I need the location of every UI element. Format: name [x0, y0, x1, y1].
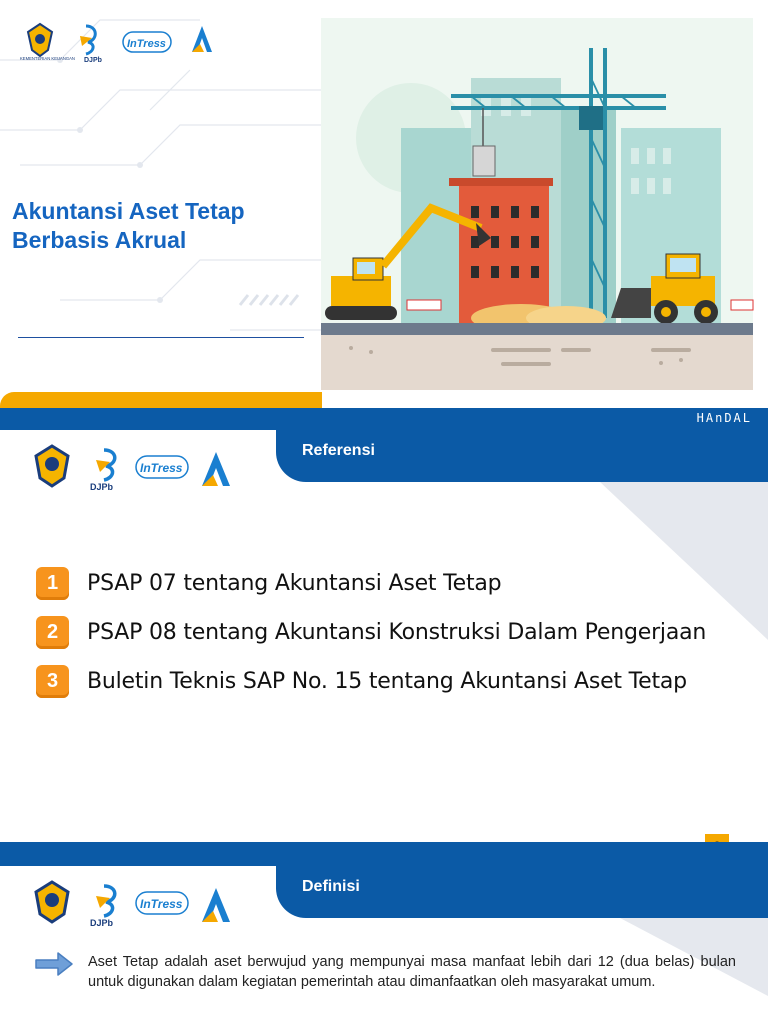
reference-item — [36, 614, 706, 650]
handal-a-logo-icon — [202, 452, 230, 486]
djpb-logo-icon — [90, 886, 115, 928]
svg-text:KEMENTERIAN KEUANGAN: KEMENTERIAN KEUANGAN — [20, 56, 75, 61]
djpb-logo-icon — [80, 26, 102, 64]
reference-text: PSAP 08 tentang Akuntansi Konstruksi Dalam Pengerjaan — [87, 619, 707, 645]
top-logos — [18, 20, 218, 64]
presentation-title — [12, 197, 312, 255]
section-title: Definisi — [302, 878, 360, 895]
svg-text:InTress: InTress — [127, 38, 166, 50]
svg-text:InTress: InTress — [140, 897, 183, 911]
reference-text: Buletin Teknis SAP No. 15 tentang Akuntansi Aset Tetap — [87, 668, 687, 694]
number-badge: 2 — [36, 616, 69, 649]
kemenkeu-logo-icon — [28, 24, 52, 56]
number-badge: 3 — [36, 665, 69, 698]
reference-item — [36, 663, 687, 699]
reference-item — [36, 565, 501, 601]
handal-brand: HAnDAL — [696, 411, 752, 425]
intress-logo-icon — [136, 892, 188, 914]
section-title: Referensi — [302, 442, 375, 459]
slide-footer — [0, 408, 768, 430]
intress-logo-icon — [136, 456, 188, 478]
handal-a-logo-icon — [202, 888, 230, 922]
kemenkeu-emblem-icon — [36, 882, 68, 922]
header-logos — [30, 442, 240, 492]
handal-a-logo-icon — [192, 26, 212, 52]
header-logos — [30, 878, 240, 928]
title-slide — [0, 0, 768, 430]
reference-text: PSAP 07 tentang Akuntansi Aset Tetap — [87, 570, 502, 596]
svg-text:DJPb: DJPb — [84, 57, 102, 64]
svg-text:DJPb: DJPb — [90, 918, 114, 928]
number-badge: 1 — [36, 567, 69, 600]
title-line-1: Akuntansi Aset Tetap — [12, 198, 245, 224]
gold-accent-bar — [0, 392, 322, 408]
kemenkeu-emblem-icon — [36, 446, 68, 486]
references-slide — [0, 430, 768, 842]
construction-illustration — [321, 18, 753, 390]
djpb-logo-icon — [90, 450, 115, 492]
top-bar — [0, 842, 768, 866]
svg-text:DJPb: DJPb — [90, 482, 114, 492]
definition-slide — [0, 842, 768, 1024]
definition-text: Aset Tetap adalah aset berwujud yang mempunyai masa manfaat lebih dari 12 (dua belas) bulan untuk digunakan dalam kegiatan pemerintah atau dimanfaatkan oleh masyarakat umum. — [88, 954, 736, 990]
title-line-2: Berbasis Akrual — [12, 227, 187, 253]
intress-logo-icon — [123, 32, 171, 52]
title-underline — [18, 337, 304, 338]
slide-header — [0, 866, 768, 1026]
svg-text:InTress: InTress — [140, 461, 183, 475]
arrow-right-icon — [34, 950, 74, 978]
